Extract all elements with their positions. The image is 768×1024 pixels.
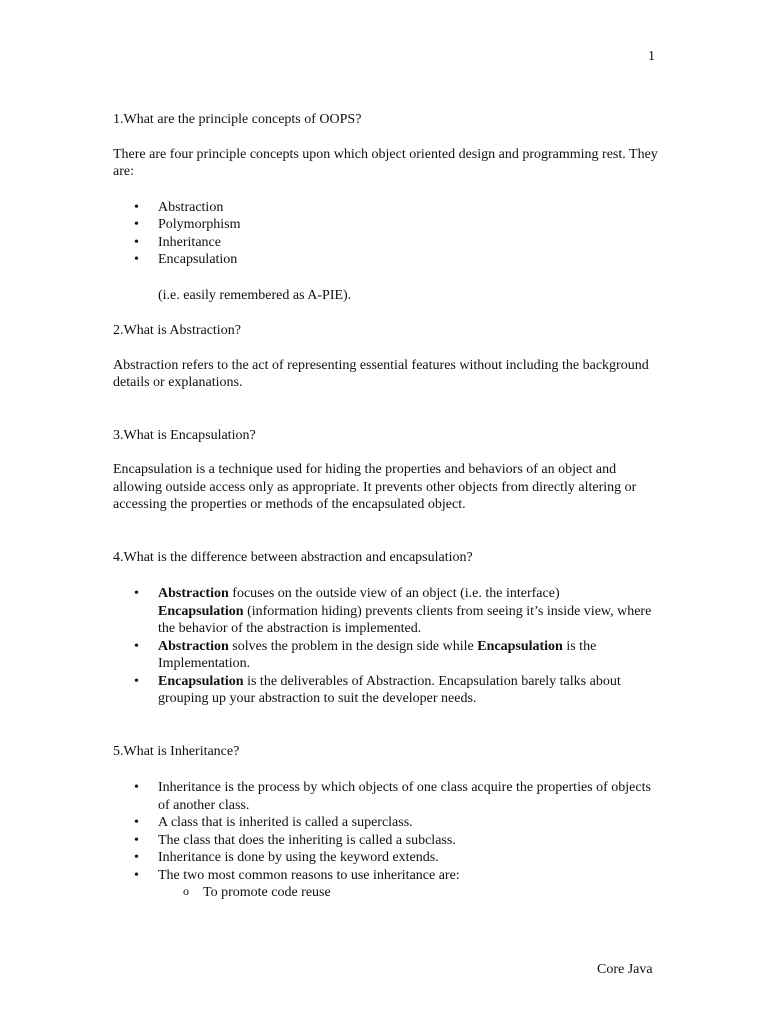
list-item	[113, 638, 663, 673]
question-4-title: 4.What is the difference between abstraction and encapsulation?	[113, 549, 473, 565]
list-item-text: is the Implementation.	[158, 638, 597, 671]
question-1-title: 1.What are the principle concepts of OOPS?	[113, 112, 362, 127]
list-item-text: (information hiding) prevents clients from seeing it’s inside view, where the behavior of the abstraction is implemented.	[158, 603, 652, 636]
question-2-answer: Abstraction refers to the act of representing essential features without including the background details or explanations.	[113, 357, 649, 390]
question-1-intro: There are four principle concepts upon which object oriented design and programming rest. They are:	[113, 146, 658, 179]
oops-concepts-list	[113, 199, 663, 269]
term-encapsulation: Encapsulation	[477, 638, 563, 654]
list-item-text: solves the problem in the design side while	[228, 638, 478, 654]
list-item: • The two most common reasons to use inheritance are:	[113, 867, 663, 885]
list-item-text: is the deliverables of Abstraction. Encapsulation barely talks about grouping up your abstraction to suit the developer needs.	[158, 673, 621, 706]
list-item: • A class that is inherited is called a superclass.	[113, 814, 663, 832]
inheritance-reasons-list	[113, 884, 663, 902]
page-number: 1	[648, 49, 655, 64]
list-item: • Inheritance is the process by which objects of one class acquire the properties of objects of another class.	[113, 779, 663, 814]
question-3-answer: Encapsulation is a technique used for hiding the properties and behaviors of an object and allowing outside access only as appropriate. It prevents other objects from directly altering or accessing the properties or methods of the encapsulated object.	[113, 462, 637, 512]
list-item	[113, 673, 663, 708]
list-item: • Inheritance	[113, 234, 663, 252]
document-body	[113, 111, 663, 902]
list-item: • Polymorphism	[113, 216, 663, 234]
inheritance-list	[113, 779, 663, 884]
apie-note: (i.e. easily remembered as A-PIE).	[158, 287, 352, 303]
footer-title: Core Java	[597, 962, 653, 977]
difference-list	[113, 585, 663, 708]
term-abstraction: Abstraction	[158, 638, 229, 654]
list-item: • Inheritance is done by using the keyword extends.	[113, 849, 663, 867]
question-2-title: 2.What is Abstraction?	[113, 323, 241, 338]
list-item	[113, 585, 663, 638]
question-5-title: 5.What is Inheritance?	[113, 743, 240, 759]
list-item: • The class that does the inheriting is called a subclass.	[113, 832, 663, 850]
term-abstraction: Abstraction	[158, 586, 229, 601]
sub-list-item: o To promote code reuse	[113, 884, 663, 902]
list-item: • Encapsulation	[113, 251, 663, 269]
list-item: • Abstraction	[113, 199, 663, 217]
list-item-text: focuses on the outside view of an object (i.e. the interface)	[228, 586, 560, 601]
term-encapsulation: Encapsulation	[158, 673, 244, 689]
term-encapsulation: Encapsulation	[158, 603, 244, 619]
question-3-title: 3.What is Encapsulation?	[113, 427, 256, 443]
